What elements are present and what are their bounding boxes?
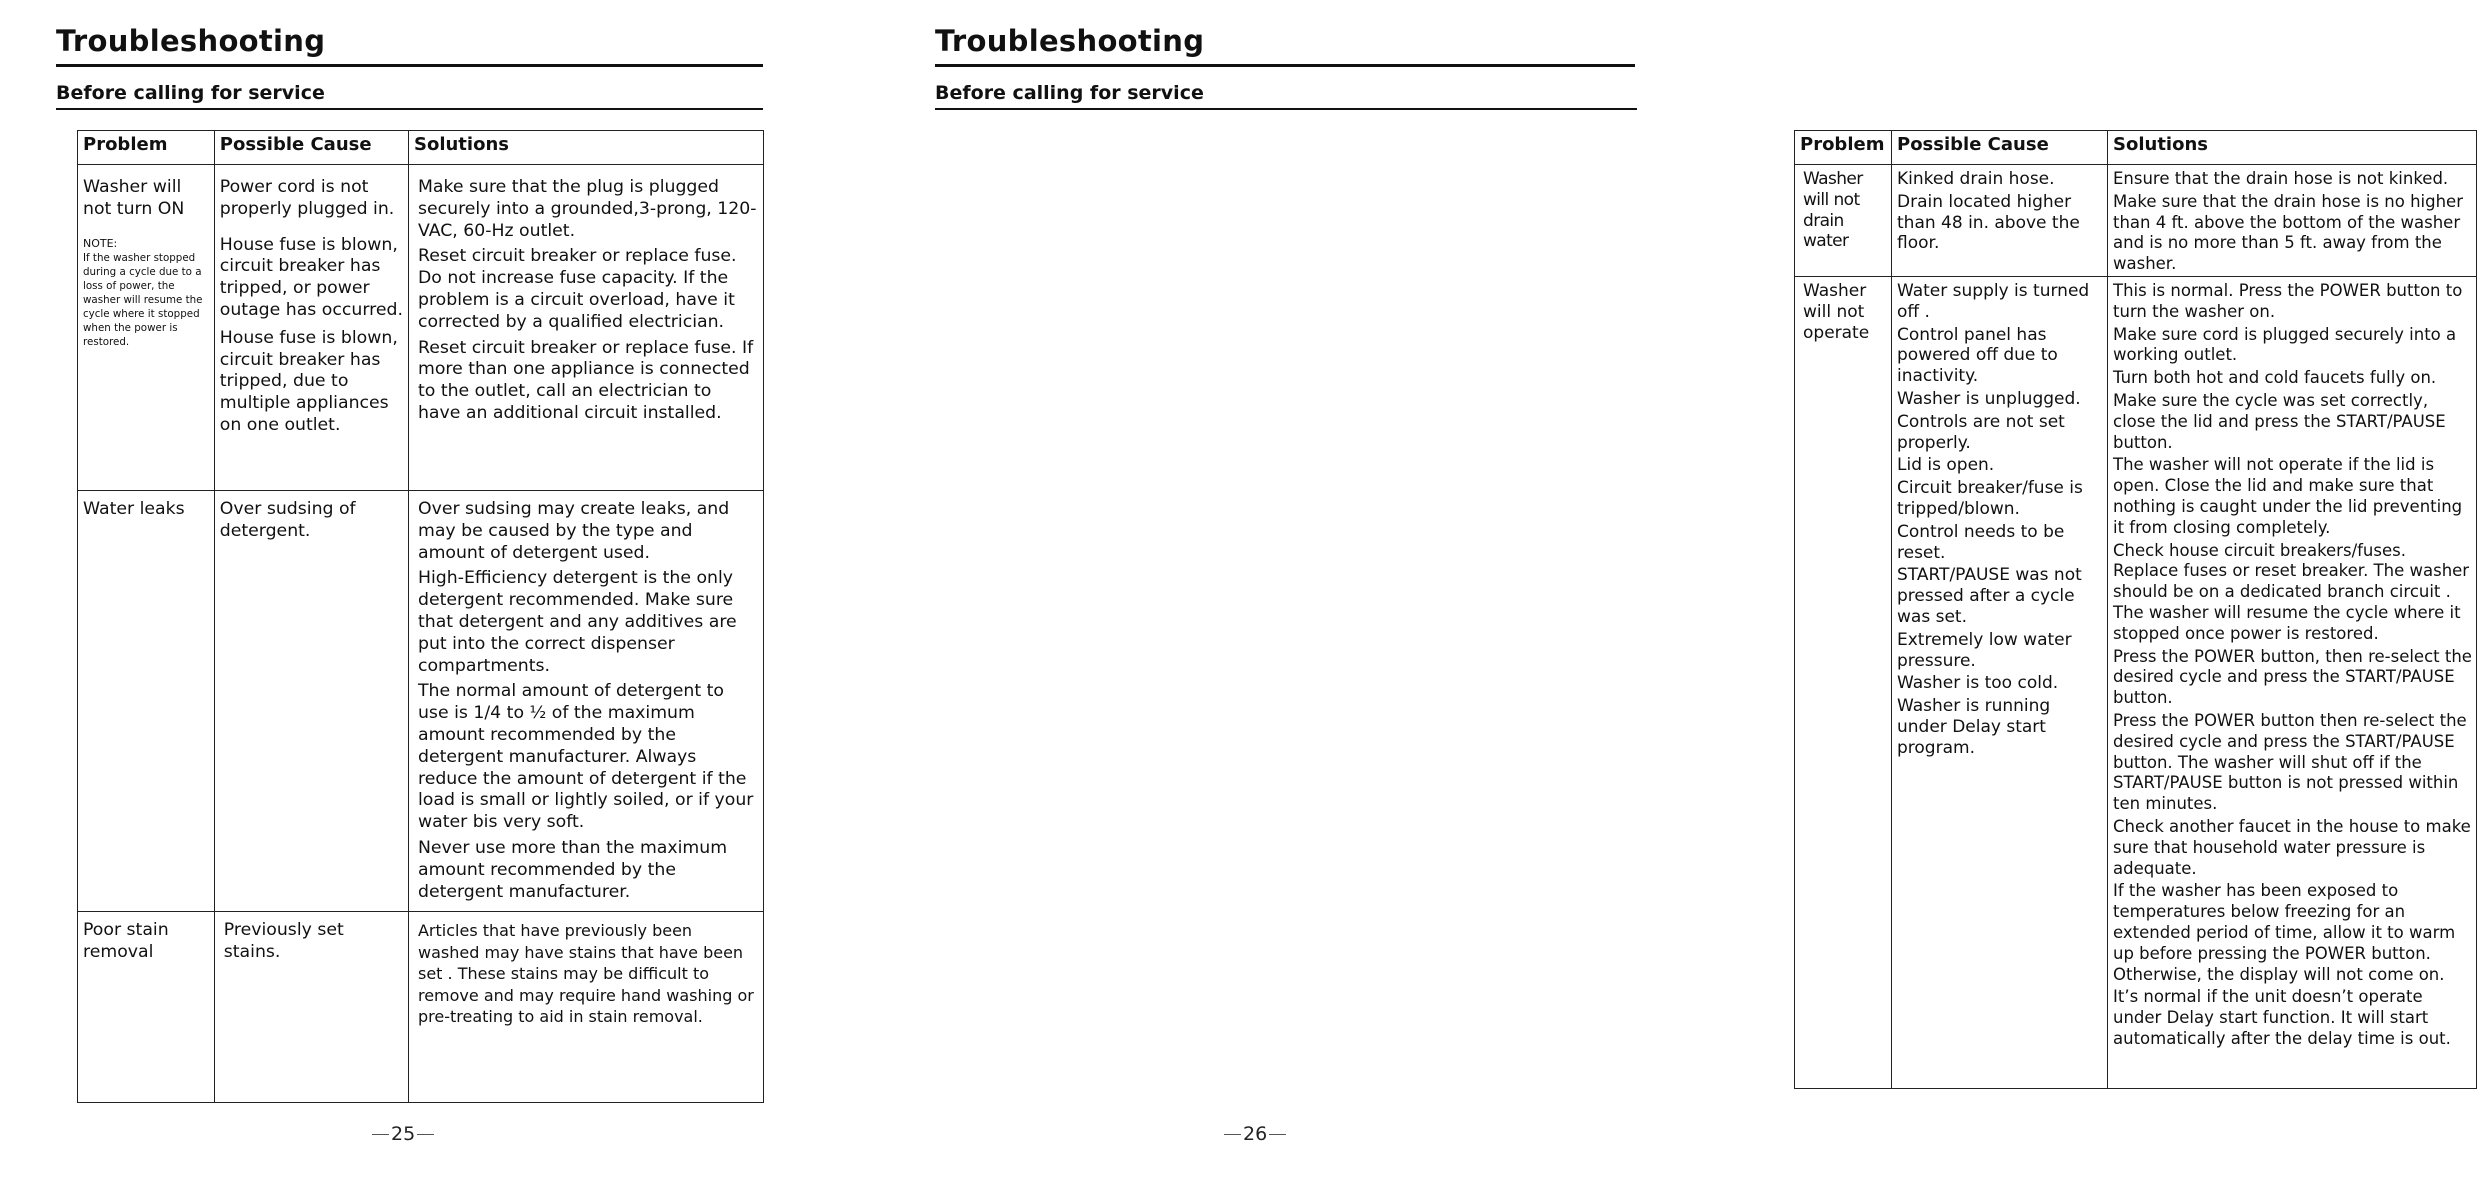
header-solutions: Solutions	[408, 131, 763, 165]
table-header-row	[78, 131, 764, 165]
page-title: Troubleshooting	[935, 24, 1205, 58]
right-page	[841, 0, 2472, 1188]
cause-text: Water supply is turned off .	[1897, 281, 2090, 322]
cause-cell	[1892, 165, 2108, 277]
page-number	[370, 1123, 436, 1145]
note-label: NOTE:	[83, 236, 118, 250]
page-number-text: 25	[391, 1123, 416, 1145]
page-title: Troubleshooting	[56, 24, 326, 58]
cause-text: Control panel has powered off due to inactivity.	[1897, 324, 2058, 387]
section-subtitle: Before calling for service	[56, 82, 325, 104]
solution-text: Make sure that the plug is plugged securely into a grounded,3-prong, 120-VAC, 60-Hz outlet.	[417, 177, 757, 241]
problem-cell	[1795, 277, 1892, 1089]
solution-cell	[408, 912, 763, 1103]
cause-text: Power cord is not properly plugged in.	[219, 177, 395, 219]
dash-decoration	[1224, 1134, 1241, 1135]
section-subtitle: Before calling for service	[935, 82, 1204, 104]
header-problem: Problem	[1795, 131, 1892, 165]
note-text: If the washer stopped during a cycle due to a loss of power, the washer will resume the cycle where it stopped when the power is restored.	[83, 251, 203, 348]
problem-cell	[78, 912, 215, 1103]
table-row	[78, 912, 764, 1103]
solution-text: Reset circuit breaker or replace fuse. If more than one appliance is connected to the outlet, call an electrician to have an additional circuit installed.	[417, 337, 754, 423]
title-rule	[56, 64, 763, 67]
solution-text: Press the POWER button then re-select the desired cycle and press the START/PAUSE button. The washer will shut off if the START/PAUSE button is not pressed within ten minutes.	[2113, 710, 2467, 814]
cause-text: House fuse is blown, circuit breaker has tripped, due to multiple appliances on one outlet.	[219, 327, 398, 435]
cause-text: Controls are not set properly.	[1897, 411, 2065, 453]
cause-cell	[214, 165, 408, 491]
left-page	[0, 0, 841, 1188]
problem-text: Washer will not operate	[1803, 281, 1870, 343]
cause-text: Washer is too cold.	[1897, 673, 2059, 694]
problem-cell	[78, 165, 215, 491]
solution-text: Press the POWER button, then re-select the desired cycle and press the START/PAUSE button.	[2113, 646, 2472, 708]
page-number	[1222, 1123, 1288, 1145]
solution-text: It’s normal if the unit doesn’t operate under Delay start function. It will start automatically after the delay time is out.	[2113, 987, 2451, 1048]
solution-cell	[2108, 277, 2477, 1089]
cause-cell	[214, 491, 408, 912]
cause-text: Washer is unplugged.	[1897, 388, 2081, 409]
page-number-text: 26	[1243, 1123, 1268, 1145]
header-possible-cause: Possible Cause	[214, 131, 408, 165]
troubleshooting-table	[1794, 130, 2477, 1089]
cause-text: House fuse is blown, circuit breaker has tripped, or power outage has occurred.	[219, 234, 403, 320]
solution-text: If the washer has been exposed to temperatures below freezing for an extended period of time, allow it to warm up before pressing the POWER button. Otherwise, the display will not come on.	[2113, 881, 2456, 984]
cause-text: Over sudsing of detergent.	[219, 499, 356, 541]
cause-text: Drain located higher than 48 in. above the floor.	[1897, 191, 2080, 254]
subtitle-rule	[935, 108, 1637, 110]
solution-text: The washer will not operate if the lid is open. Close the lid and make sure that nothing is caught under the lid preventing it from closing completely.	[2113, 455, 2463, 537]
header-possible-cause: Possible Cause	[1892, 131, 2108, 165]
cause-text: Extremely low water pressure.	[1897, 629, 2072, 671]
problem-text: Poor stain removal	[83, 920, 169, 962]
table-row	[1795, 165, 2477, 277]
table-header-row	[1795, 131, 2477, 165]
table-row	[1795, 277, 2477, 1089]
header-solutions: Solutions	[2108, 131, 2477, 165]
cause-text: Lid is open.	[1897, 455, 1995, 476]
solution-text: This is normal. Press the POWER button to turn the washer on.	[2113, 281, 2463, 321]
table-row	[78, 165, 764, 491]
title-rule	[935, 64, 1635, 67]
problem-text: Washer will not drain water	[1803, 169, 1863, 252]
solution-cell	[2108, 165, 2477, 277]
header-problem: Problem	[78, 131, 215, 165]
cause-cell	[214, 912, 408, 1103]
cause-cell	[1892, 277, 2108, 1089]
solution-text: The normal amount of detergent to use is 1/4 to ½ of the maximum amount recommended by the detergent manufacturer. Always reduce the amount of detergent if the load is small or lightly soiled, or if your water bis very soft.	[417, 681, 754, 833]
troubleshooting-table	[77, 130, 764, 1103]
table-row	[78, 491, 764, 912]
problem-text: Water leaks	[83, 499, 185, 519]
cause-text: Control needs to be reset.	[1897, 521, 2065, 563]
solution-text: Check house circuit breakers/fuses. Replace fuses or reset breaker. The washer should be on a dedicated branch circuit . The washer will resume the cycle where it stopped once power is restored.	[2113, 540, 2470, 643]
solution-text: Articles that have previously been washed may have stains that have been set . These stains may be difficult to remove and may require hand washing or pre-treating to aid in stain removal.	[417, 921, 754, 1027]
dash-decoration	[1269, 1134, 1286, 1135]
dash-decoration	[372, 1134, 389, 1135]
solution-text: Over sudsing may create leaks, and may be caused by the type and amount of detergent used.	[417, 499, 730, 563]
solution-text: Check another faucet in the house to make sure that household water pressure is adequate.	[2113, 816, 2471, 878]
cause-text: Circuit breaker/fuse is tripped/blown.	[1897, 478, 2083, 519]
solution-cell	[408, 165, 763, 491]
solution-text: Make sure the cycle was set correctly, close the lid and press the START/PAUSE button.	[2113, 390, 2446, 452]
dash-decoration	[417, 1134, 434, 1135]
solution-cell	[408, 491, 763, 912]
problem-cell	[1795, 165, 1892, 277]
cause-text: Kinked drain hose.	[1897, 169, 2055, 189]
solution-text: Ensure that the drain hose is not kinked.	[2113, 169, 2449, 188]
solution-text: Never use more than the maximum amount recommended by the detergent manufacturer.	[417, 837, 728, 902]
solution-text: Make sure cord is plugged securely into a working outlet.	[2113, 324, 2457, 365]
cause-text: START/PAUSE was not pressed after a cycle was set.	[1897, 565, 2082, 627]
solution-text: High-Efficiency detergent is the only detergent recommended. Make sure that detergent and any additives are put into the correct dispenser compartments.	[417, 568, 737, 676]
subtitle-rule	[56, 108, 763, 110]
solution-text: Reset circuit breaker or replace fuse. Do not increase fuse capacity. If the problem is a circuit overload, have it corrected by a qualified electrician.	[417, 246, 737, 332]
cause-text: Washer is running under Delay start program.	[1897, 696, 2051, 758]
problem-cell	[78, 491, 215, 912]
problem-text: Washer will not turn ON	[83, 177, 185, 219]
cause-text: Previously set stains.	[223, 920, 344, 962]
solution-text: Make sure that the drain hose is no higher than 4 ft. above the bottom of the washer and is no more than 5 ft. away from the washer.	[2113, 191, 2463, 274]
solution-text: Turn both hot and cold faucets fully on.	[2113, 368, 2437, 388]
